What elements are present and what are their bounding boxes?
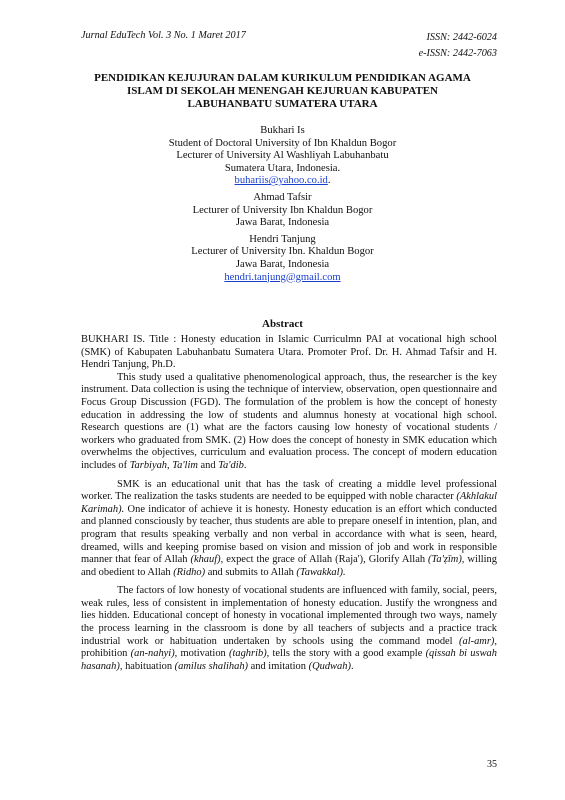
author-name: Bukhari Is [260, 125, 305, 136]
author-affiliation: Lecturer of University Al Washliyah Labuhanbatu [176, 150, 389, 162]
author-affiliation: Lecturer of University Ibn Khaldun Bogor [192, 204, 373, 216]
author-affiliation: Lecturer of University Ibn. Khaldun Bogor [191, 246, 374, 258]
title-line: LABUHANBATU SUMATERA UTARA [187, 98, 378, 110]
author-email-link[interactable]: buhariis@yahoo.co.id [234, 175, 328, 187]
author-affiliation: Jawa Barat, Indonesia [235, 217, 330, 229]
page-number: 35 [487, 759, 497, 770]
author-affiliation: Sumatera Utara, Indonesia. [224, 162, 341, 174]
abstract-paragraph: The factors of low honesty of vocational students are influenced with family, social, peers, weak rules, less of consistent in implementation of honesty education. Justify the wrongness and lies hidden. Educational concept of honesty in vocational implemented through two ways, namely the process learning in the classroom is done by all teachers of subjects and a practice track industrial work or habituation undertaken by schools using the command model (al-amr), prohibition (an-nahyi), motivation (taghrib), tells the story with a good example (qissah bi uswah hasanah), habituation (amilus shalihah) and imitation (Qudwah). [81, 585, 497, 672]
author-block [70, 125, 495, 284]
abstract-body [81, 334, 497, 679]
author-email-line: buhariis@yahoo.co.id. [234, 175, 331, 187]
journal-header: Jurnal EduTech Vol. 3 No. 1 Maret 2017 [81, 30, 246, 41]
issn: ISSN: 2442-6024 [426, 32, 497, 43]
paper-title [70, 72, 495, 111]
author-email-link[interactable]: hendri.tanjung@gmail.com [224, 271, 341, 283]
title-line: PENDIDIKAN KEJUJURAN DALAM KURIKULUM PENDIDIKAN AGAMA [94, 72, 471, 84]
author-email-line [70, 272, 495, 285]
author-affiliation: Student of Doctoral University of Ibn Khaldun Bogor [168, 137, 397, 149]
abstract-heading: Abstract [262, 318, 303, 330]
abstract-paragraph: This study used a qualitative phenomenological approach, thus, the researcher is the key instrument. Data collection is using the technique of interview, observation, open questionnaire and Focus Group Discussion (FGD). The formulation of the problem is how the concept of honesty education in addressing the low of students and alumnus honesty at vocational high school. Research questions are (1) what are the factors causing low honesty of vocational students / workers who graduated from SMK. (2) How does the concept of honesty in SMK education which overwhelms the objectives, curriculum and evaluation process. The concept of modern education includes of Tarbiyah, Ta'lim and Ta'dib. [81, 371, 497, 471]
author-name: Ahmad Tafsir [253, 191, 312, 203]
abstract-paragraph: BUKHARI IS. Title : Honesty education in Islamic Curriculmn PAI at vocational high school (SMK) of Kabupaten Labuhanbatu Sumatera Utara. Promoter Prof. Dr. H. Ahmad Tafsir and H. Hendri Tanjung, Ph.D. [81, 334, 497, 371]
issn-header [419, 30, 497, 62]
title-line: ISLAM DI SEKOLAH MENENGAH KEJURUAN KABUPATEN [127, 85, 438, 97]
author-affiliation: Jawa Barat, Indonesia [235, 258, 330, 270]
author-name: Hendri Tanjung [249, 233, 316, 245]
eissn: e-ISSN: 2442-7063 [418, 48, 497, 59]
abstract-paragraph: SMK is an educational unit that has the task of creating a middle level professional worker. The realization the tasks students are needed to be equipped with noble character (Akhlakul Karimah). One indicator of achieve it is honesty. Honesty education is an effort which conducted and planned consciously by teacher, thus students are able to prepare oneself in intention, plan, and program that results speaking verbally and non verbal in accordance with what is seen, heard, dreamed, wills and keeping promise based on vision and mission of job and work in responsible manner that fear of Allah (khauf), expect the grace of Allah (Raja'), Glorify Allah (Ta'ẓīm), willing and obedient to Allah (Ridho) and submits to Allah (Tawakkal). [81, 478, 497, 578]
